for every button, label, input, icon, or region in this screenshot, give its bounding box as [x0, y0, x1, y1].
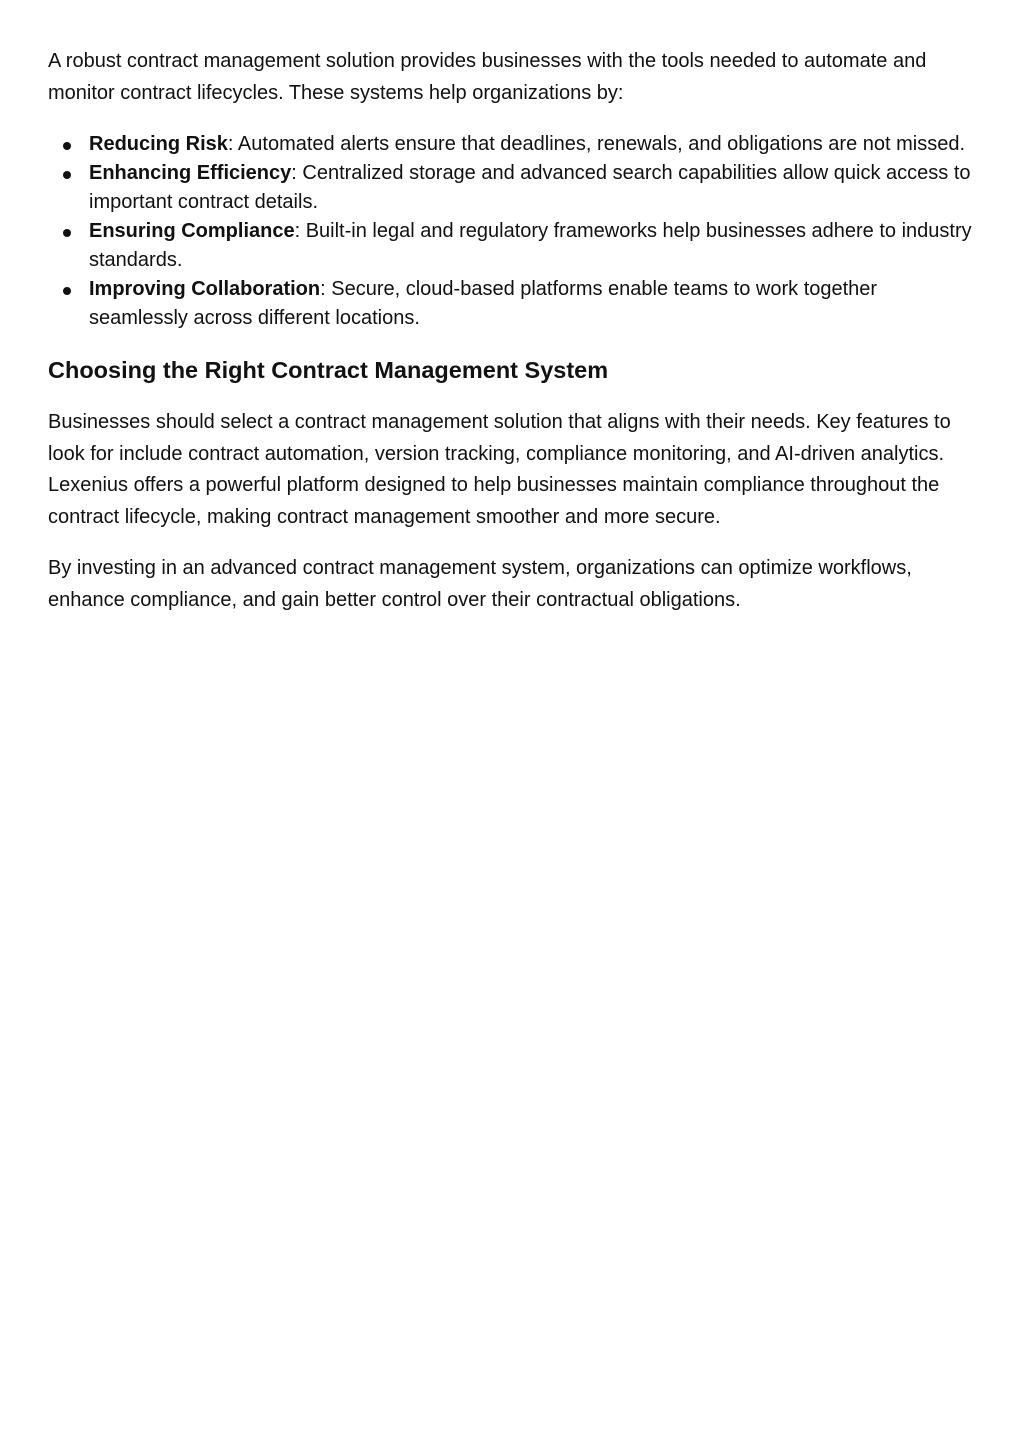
- list-item-term: Enhancing Efficiency: [89, 162, 292, 184]
- section-heading: Choosing the Right Contract Management System: [48, 357, 609, 383]
- list-item: [48, 217, 978, 275]
- list-item-text: : Centralized storage and advanced search capabilities allow quick access to important contract details.: [89, 162, 971, 213]
- list-item-term: Improving Collaboration: [89, 278, 321, 300]
- list-item-text: : Secure, cloud-based platforms enable teams to work together seamlessly across different locations.: [89, 278, 878, 329]
- benefits-list: [48, 130, 978, 333]
- section-paragraph-1: Businesses should select a contract management solution that aligns with their needs. Key features to look for include contract automation, version tracking, compliance monitoring, and AI-driven analytics. Lexenius offers a powerful platform designed to help businesses maintain compliance throughout the contract lifecycle, making contract management smoother and more secure.: [48, 411, 951, 528]
- list-item: [48, 159, 978, 217]
- list-item-term: Ensuring Compliance: [89, 220, 295, 242]
- bullet-icon: [63, 171, 71, 179]
- list-item-text: : Automated alerts ensure that deadlines, renewals, and obligations are not missed.: [227, 133, 966, 155]
- bullet-icon: [63, 142, 71, 150]
- list-item: [48, 130, 978, 159]
- list-item-text: : Built-in legal and regulatory frameworks help businesses adhere to industry standards.: [89, 220, 972, 271]
- bullet-icon: [63, 229, 71, 237]
- intro-paragraph: A robust contract management solution provides businesses with the tools needed to automate and monitor contract lifecycles. These systems help organizations by:: [48, 50, 927, 104]
- list-item-term: Reducing Risk: [89, 133, 228, 155]
- section-paragraph-2: By investing in an advanced contract management system, organizations can optimize workflows, enhance compliance, and gain better control over their contractual obligations.: [48, 557, 912, 611]
- document-page: [48, 46, 978, 616]
- bullet-icon: [63, 287, 71, 295]
- list-item: [48, 275, 978, 333]
